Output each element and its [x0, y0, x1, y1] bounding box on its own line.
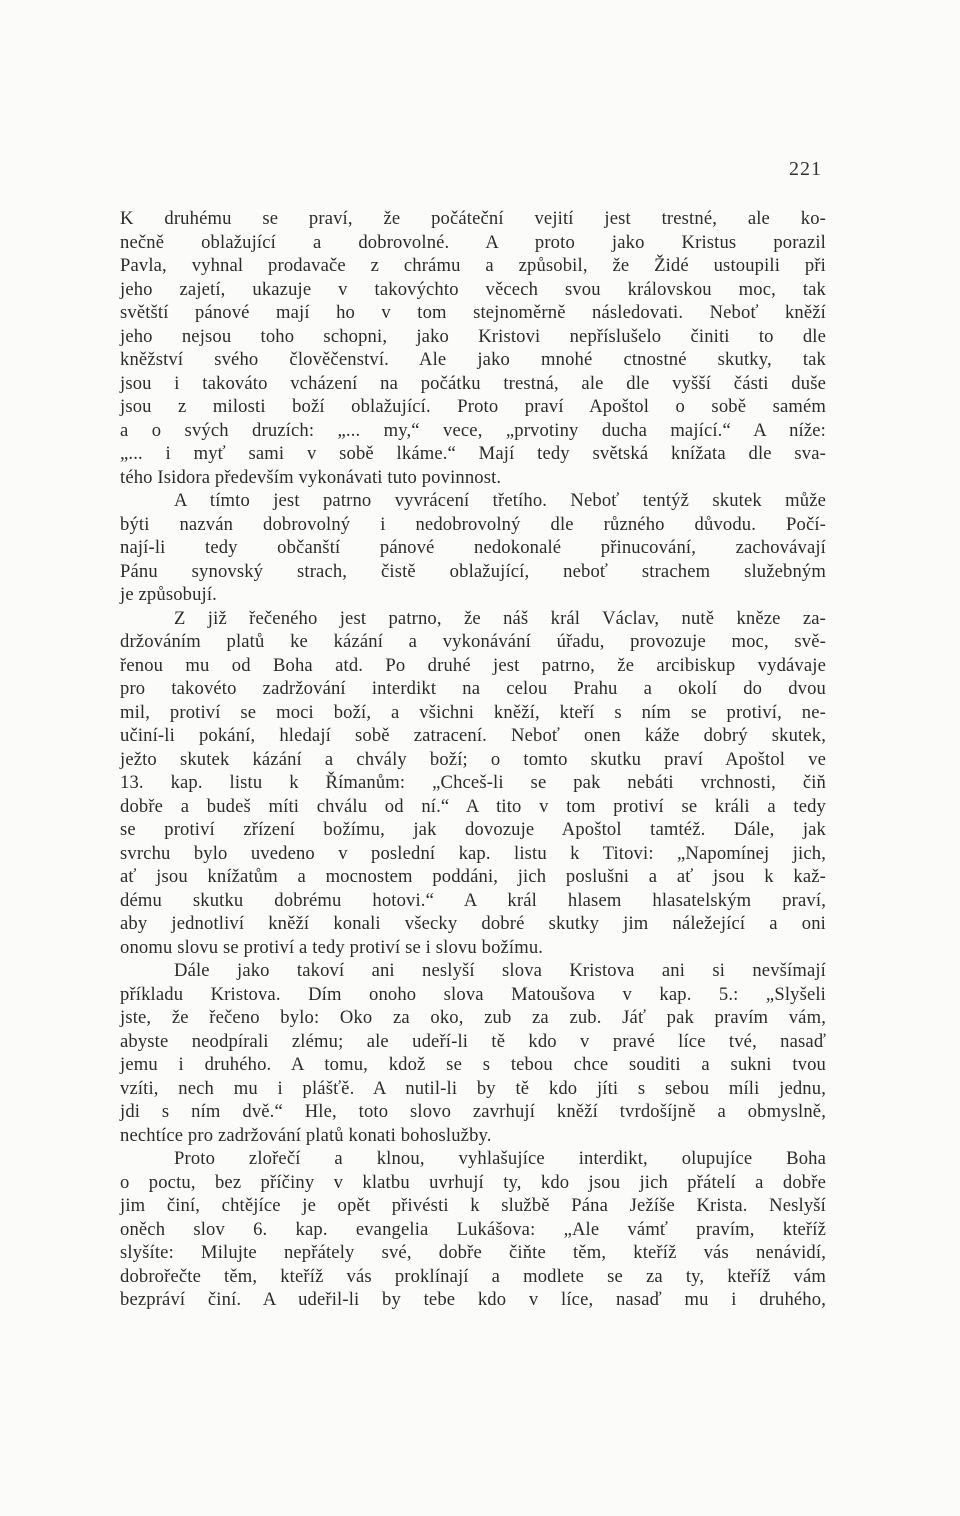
text-line: světští pánové mají ho v tom stejnoměrně následovati. Neboť kněží	[120, 302, 826, 323]
text-line: příkladu Kristova. Dím onoho slova Matoušova v kap. 5.: „Slyšeli	[120, 983, 826, 1005]
text-line: mil, protiví se moci boží, a všichni kněží, kteří s ním se protiví, ne-	[120, 701, 826, 723]
text-line: nečně oblažující a dobrovolné. A proto jako Kristus porazil	[120, 231, 826, 253]
page-number: 221	[789, 158, 822, 180]
text-line: jdi s ním dvě.“ Hle, toto slovo zavrhují kněží tvrdošíjně a obmyslně,	[120, 1101, 826, 1122]
text-line: ať jsou knížatům a mocnostem poddáni, jich poslušni a ať jsou k kaž-	[120, 866, 826, 887]
text-line: o poctu, bez příčiny v klatbu uvrhují ty, kdo jsou jich přátelí a dobře	[120, 1171, 826, 1193]
text-line: býti nazván dobrovolný i nedobrovolný dle různého důvodu. Počí-	[120, 513, 826, 535]
text-line: řenou mu od Boha atd. Po druhé jest patrno, že arcibiskup vydávaje	[120, 654, 826, 676]
text-line: aby jednotliví kněží konali všecky dobré skutky jim náležející a oni	[120, 913, 826, 934]
text-line: jeho zajetí, ukazuje v takovýchto věcech svou královskou moc, tak	[120, 278, 826, 300]
paragraph-first-line: Dále jako takoví ani neslyší slova Kristova ani si nevšímají	[174, 960, 826, 981]
text-line: jim činí, chtějíce je opět přivésti k službě Pána Ježíše Krista. Neslyší	[120, 1195, 826, 1216]
text-line: bezpráví činí. A udeřil-li by tebe kdo v líce, nasaď mu i druhého,	[120, 1289, 826, 1310]
text-line: je způsobují.	[120, 584, 217, 605]
paragraph-first-line: Z již řečeného jest patrno, že náš král Václav, nutě kněze za-	[174, 607, 826, 629]
text-line: dobře a budeš míti chválu od ní.“ A tito v tom protiví se králi a tedy	[120, 795, 826, 817]
body-text	[120, 207, 826, 1312]
text-line: držováním platů ke kázání a vykonávání úřadu, provozuje moc, svě-	[120, 631, 826, 652]
text-line: pro takovéto zadržování interdikt na celou Prahu a okolí do dvou	[120, 678, 826, 699]
text-line: „... i myť sami v sobě lkáme.“ Mají tedy světská knížata dle sva-	[120, 443, 826, 464]
text-line: vzíti, nech mu i plášťě. A nutil-li by tě kdo jíti s sebou míli jednu,	[120, 1077, 826, 1099]
text-line: svrchu bylo uvedeno v poslední kap. listu k Titovi: „Napomínej jich,	[120, 842, 826, 864]
text-line: kněžství svého člověčenství. Ale jako mnohé ctnostné skutky, tak	[120, 349, 826, 370]
text-line: onomu slovu se protiví a tedy protiví se i slovu božímu.	[120, 936, 544, 958]
text-line: oněch slov 6. kap. evangelia Lukášova: „Ale vámť pravím, kteříž	[120, 1218, 826, 1240]
paragraph-first-line: A tímto jest patrno vyvrácení třetího. Neboť tentýž skutek může	[174, 490, 826, 511]
text-line: Pánu synovský strach, čistě oblažující, neboť strachem služebným	[120, 560, 826, 582]
text-line: tého Isidora především vykonávati tuto povinnost.	[120, 466, 502, 488]
text-line: Pavla, vyhnal prodavače z chrámu a způsobil, že Židé ustoupili při	[120, 255, 826, 276]
text-line: jsou z milosti boží oblažující. Proto praví Apoštol o sobě samém	[120, 396, 826, 417]
text-line: ježto skutek kázání a chvály boží; o tomto skutku praví Apoštol ve	[120, 748, 826, 770]
text-line: nechtíce pro zadržování platů konati bohoslužby.	[120, 1124, 492, 1146]
text-line: se protiví zřízení božímu, jak dovozuje Apoštol tamtéž. Dále, jak	[120, 819, 826, 840]
text-line: nají-li tedy občanští pánové nedokonalé přinucování, zachovávají	[120, 537, 826, 558]
text-line: K druhému se praví, že počáteční vejití jest trestné, ale ko-	[120, 208, 826, 229]
text-line: jste, že řečeno bylo: Oko za oko, zub za zub. Jáť pak pravím vám,	[120, 1007, 826, 1028]
text-line: jeho nejsou toho schopni, jako Kristovi nepříslušelo činiti to dle	[120, 325, 826, 347]
text-line: jemu i druhého. A tomu, kdož se s tebou chce souditi a sukni tvou	[120, 1054, 826, 1075]
text-line: 13. kap. listu k Římanům: „Chceš-li se pak nebáti vrchnosti, čiň	[120, 772, 826, 793]
text-line: jsou i takováto vcházení na počátku trestná, ale dle vyšší části duše	[120, 372, 826, 394]
text-line: dému skutku dobrému hotovi.“ A král hlasem hlasatelským praví,	[120, 889, 826, 911]
text-line: a o svých druzích: „... my,“ vece, „prvotiny ducha mající.“ A níže:	[120, 419, 826, 441]
paragraph-first-line: Proto zlořečí a klnou, vyhlašujíce interdikt, olupujíce Boha	[174, 1148, 826, 1169]
text-line: dobrořečte těm, kteříž vás proklínají a modlete se za ty, kteříž vám	[120, 1265, 826, 1287]
text-line: abyste neodpírali zlému; ale udeří-li tě kdo v pravé líce tvé, nasaď	[120, 1030, 826, 1052]
text-line: slyšíte: Milujte nepřátely své, dobře čiňte těm, kteříž vás nenávidí,	[120, 1242, 826, 1263]
text-line: učiní-li pokání, hledají sobě zatracení. Neboť onen káže dobrý skutek,	[120, 725, 826, 746]
